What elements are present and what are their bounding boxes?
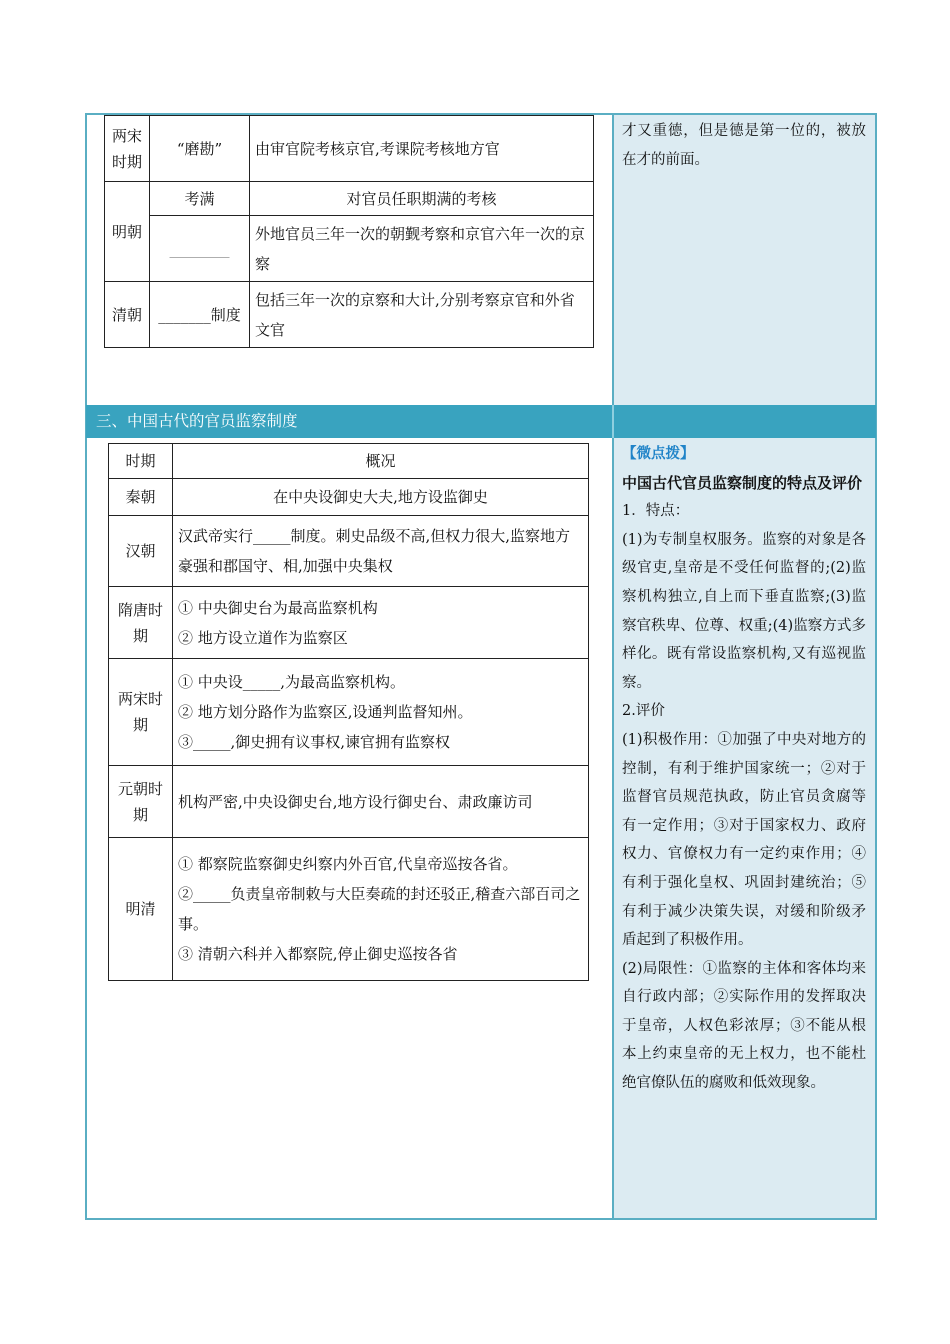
overview-line: ③ 清朝六科并入都察院,停止御史巡按各省	[178, 945, 458, 963]
overview-line: ②_____负责皇帝制敕与大臣奏疏的封还驳正,稽查六部百司之事。	[178, 885, 581, 933]
overview-line: ① 中央设_____,为最高监察机构。	[178, 673, 406, 691]
evaluation-title: 2.评价	[622, 703, 665, 720]
overview-cell	[173, 838, 589, 981]
table-row	[105, 282, 594, 348]
item-cell: 考满	[150, 182, 250, 216]
overview-cell	[173, 766, 589, 838]
sidebar-note-top	[622, 117, 866, 174]
supervision-table	[108, 443, 589, 981]
limitations-text: (2)局限性：①监察的主体和客体均来自行政内部；②实际作用的发挥取决于皇帝，人权色彩浓厚；③不能从根本上约束皇帝的无上权力，也不能杜绝官僚队伍的腐败和低效现象。	[622, 960, 866, 1092]
item-cell: “磨勘”	[150, 116, 250, 182]
table-row	[109, 516, 589, 587]
overview-line: 汉武帝实行_____制度。刺史品级不高,但权力很大,监察地方豪强和郡国守、相,加强中央集权	[178, 527, 571, 575]
period-cell: 两宋时期	[105, 116, 150, 182]
overview-line: ② 地方设立道作为监察区	[178, 628, 348, 647]
overview-line: ③_____,御史拥有议事权,谏官拥有监察权	[178, 733, 451, 751]
overview-line: 在中央设御史大夫,地方设监御史	[273, 488, 488, 506]
period-cell: 清朝	[105, 282, 150, 348]
table-header-row	[109, 444, 589, 479]
table-row	[109, 766, 589, 838]
table-row	[109, 479, 589, 516]
overview-cell	[173, 479, 589, 516]
banner-divider	[612, 405, 614, 438]
period-cell: 汉朝	[109, 516, 173, 587]
header-overview: 概况	[173, 444, 589, 479]
overview-line: ① 中央御史台为最高监察机构	[178, 598, 378, 617]
overview-line: ② 地方划分路作为监察区,设通判监督知州。	[178, 703, 473, 721]
sidebar-note-text: 才又重德，但是德是第一位的，被放在才的前面。	[622, 123, 866, 168]
content-cell: 包括三年一次的京察和大计,分别考察京官和外省文官	[250, 282, 594, 348]
features-title: 1．特点：	[622, 503, 690, 520]
sidebar-notes	[622, 440, 866, 1098]
item-cell-blank: ________	[150, 216, 250, 282]
positive-effects-text: (1)积极作用：①加强了中央对地方的控制，有利于维护国家统一；②对于监督官员规范执政，防止官员贪腐等有一定作用；③对于国家权力、政府权力、官僚权力有一定约束作用；④有利于强化皇权、巩固封建统治；⑤有利于减少决策失误，对缓和阶级矛盾起到了积极作用。	[622, 731, 866, 949]
overview-line: 机构严密,中央设御史台,地方设行御史台、肃政廉访司	[178, 792, 533, 811]
content-cell: 对官员任职期满的考核	[250, 182, 594, 216]
sidebar-heading: 中国古代官员监察制度的特点及评价	[622, 473, 863, 492]
section-title: 三、中国古代的官员监察制度	[86, 405, 876, 438]
overview-cell	[173, 659, 589, 766]
content-cell: 外地官员三年一次的朝觐考察和京官六年一次的京察	[250, 216, 594, 282]
assessment-table	[104, 115, 594, 348]
overview-line: ① 都察院监察御史纠察内外百官,代皇帝巡按各省。	[178, 855, 518, 873]
overview-cell	[173, 516, 589, 587]
content-cell: 由审官院考核京官,考课院考核地方官	[250, 116, 594, 182]
table-row	[105, 116, 594, 182]
period-cell: 秦朝	[109, 479, 173, 516]
features-text: (1)为专制皇权服务。监察的对象是各级官吏,皇帝是不受任何监督的;(2)监察机构独立,自上而下垂直监察;(3)监察官秩卑、位尊、权重;(4)监察方式多样化。既有常设监察机构,又有巡视监察。	[622, 531, 866, 691]
period-cell: 元朝时期	[109, 766, 173, 838]
column-divider	[612, 113, 614, 1220]
table-row	[109, 838, 589, 981]
period-cell: 隋唐时期	[109, 587, 173, 659]
overview-cell	[173, 587, 589, 659]
table-row	[109, 587, 589, 659]
period-cell: 明朝	[105, 182, 150, 282]
period-cell: 明清	[109, 838, 173, 981]
table-row	[105, 216, 594, 282]
tip-label: 【微点拨】	[622, 446, 695, 462]
table-row	[105, 182, 594, 216]
item-cell: _______制度	[150, 282, 250, 348]
period-cell: 两宋时期	[109, 659, 173, 766]
header-period: 时期	[109, 444, 173, 479]
table-row	[109, 659, 589, 766]
